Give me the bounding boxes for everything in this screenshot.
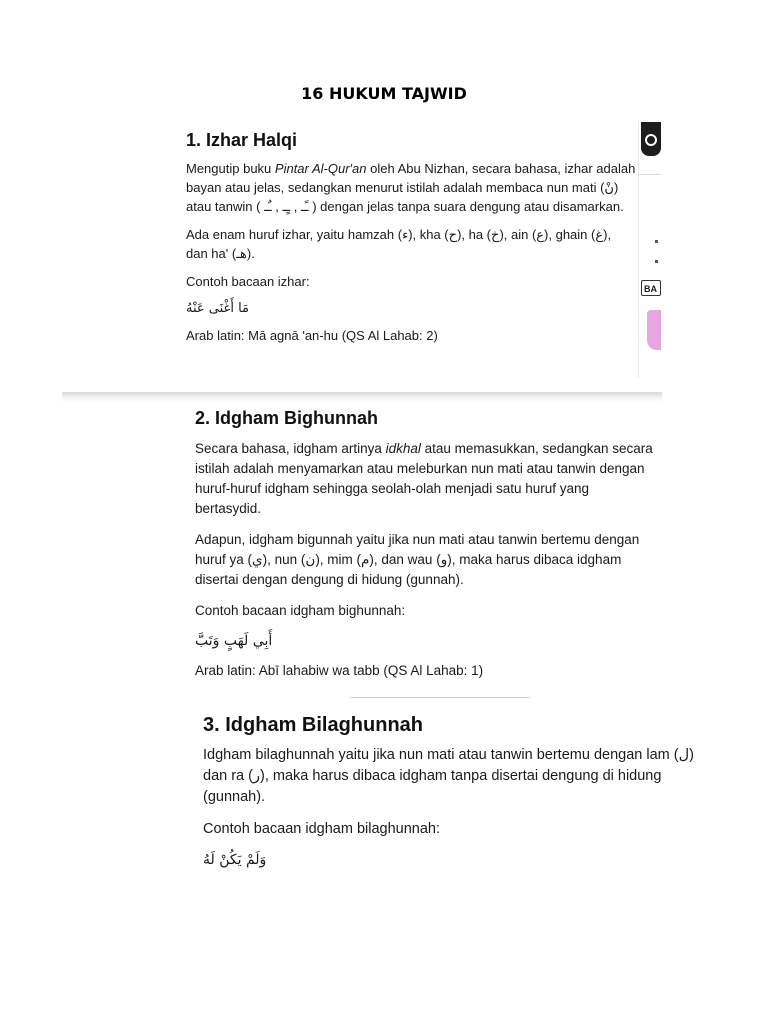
bag-icon xyxy=(641,122,661,156)
screenshot-divider xyxy=(62,392,662,402)
cropped-sidebar-fragment xyxy=(638,122,661,378)
arabic-example: مَا أَغْنَى عَنْهُ xyxy=(186,301,250,316)
document-title: 16 HUKUM TAJWID xyxy=(301,84,467,103)
text-run: Secara bahasa, idgham artinya xyxy=(195,441,386,456)
italic-term: idkhal xyxy=(385,441,421,456)
section-idgham-bighunnah xyxy=(195,408,655,692)
section-heading: 1. Izhar Halqi xyxy=(186,130,298,150)
latin-transliteration: Arab latin: Abī lahabiw wa tabb (QS Al Lahab: 1) xyxy=(195,663,484,678)
dot xyxy=(655,260,658,263)
section-heading: 3. Idgham Bilaghunnah xyxy=(203,714,424,736)
pink-shape xyxy=(647,310,661,350)
dot xyxy=(655,240,658,243)
section-paragraph xyxy=(195,439,655,519)
section-paragraph: Adapun, idgham bigunnah yaitu jika nun mati atau tanwin bertemu dengan huruf ya (ي), nun (ن), mim (م), dan wau (و), maka harus dibaca idgham disertai dengan dengung di hidung (gunnah). xyxy=(195,532,640,587)
divider xyxy=(350,697,530,698)
section-paragraph xyxy=(186,159,636,216)
text-run: Mengutip buku xyxy=(186,161,275,176)
latin-transliteration: Arab latin: Mā agnā 'an-hu (QS Al Lahab: 2) xyxy=(186,328,438,343)
section-izhar-halqi xyxy=(186,130,636,354)
example-label: Contoh bacaan idgham bighunnah: xyxy=(195,603,406,618)
arabic-example: وَلَمْ يَكُنْ لَهُ xyxy=(203,852,267,868)
section-idgham-bilaghunnah xyxy=(203,714,703,868)
book-title: Pintar Al-Qur'an xyxy=(274,161,367,176)
arabic-example: أَبِي لَهَبٍ وَتَبَّ xyxy=(195,633,273,649)
section-paragraph: Idgham bilaghunnah yaitu jika nun mati atau tanwin bertemu dengan lam (ل) dan ra (ر), maka harus dibaca idgham tanpa disertai dengung di hidung (gunnah). xyxy=(203,747,694,805)
example-label: Contoh bacaan izhar: xyxy=(186,274,310,289)
section-paragraph: Ada enam huruf izhar, yaitu hamzah (ء), kha (ح), ha (خ), ain (ع), ghain (غ), dan ha' (هـ). xyxy=(186,227,612,261)
example-label: Contoh bacaan idgham bilaghunnah: xyxy=(203,821,441,837)
cropped-button[interactable]: BA xyxy=(641,280,661,296)
section-heading: 2. Idgham Bighunnah xyxy=(195,408,378,428)
divider xyxy=(639,174,661,175)
text-run: oleh Abu Nizhan, secara bahasa, izhar adalah bayan atau jelas, sedangkan menurut istilah adalah membaca nun mati (نْ) atau tanwin ( ـًـ , ـٍـ , ـٌـ ) dengan jelas tanpa suara dengung atau disamarkan. xyxy=(186,161,636,214)
text-run: atau memasukkan, sedangkan secara istilah adalah menyamarkan atau meleburkan nun mati atau tanwin dengan huruf-huruf idgham sehingga seolah-olah menjadi satu huruf yang bertasydid. xyxy=(195,441,653,516)
